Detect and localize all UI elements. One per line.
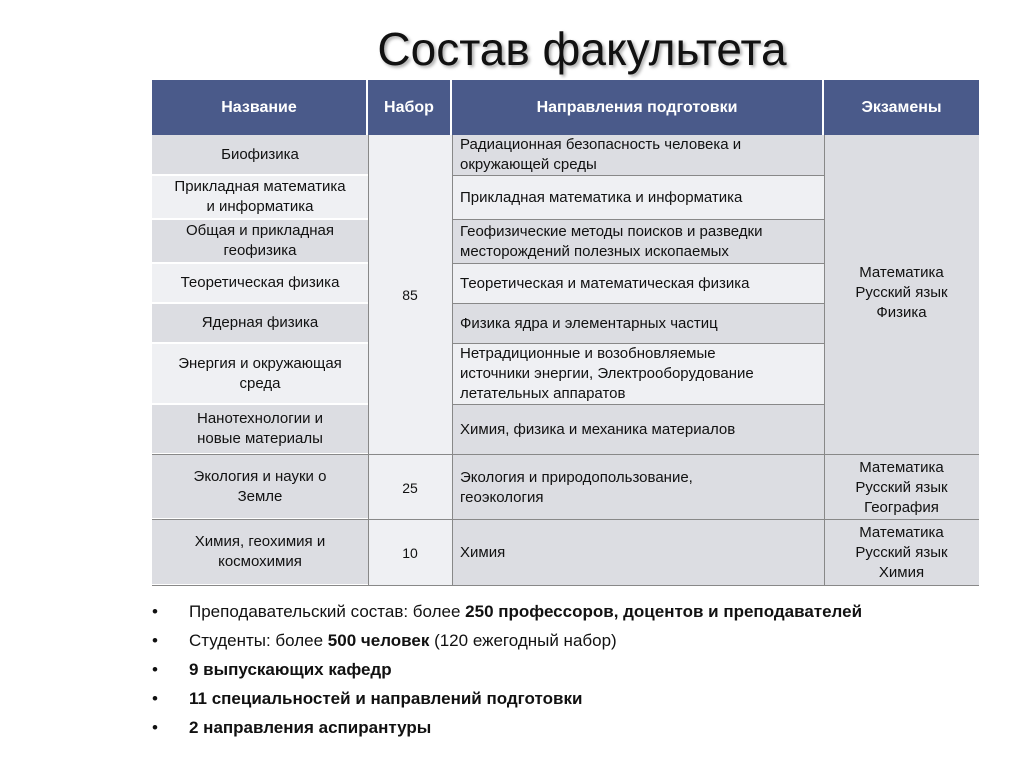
direction-cell (452, 135, 824, 176)
bullet-text: Преподавательский состав: более (189, 602, 466, 621)
cell-line: Ядерная физика (201, 314, 319, 331)
nabor-cell: 10 (368, 520, 452, 586)
cell-line: летательных аппаратов (460, 385, 626, 402)
nabor-cell: 25 (368, 455, 452, 520)
column-header: Набор (368, 80, 452, 135)
column-header: Название (152, 80, 368, 135)
cell-line: Химия, физика и механика материалов (460, 421, 736, 438)
name-cell (152, 220, 368, 264)
name-cell (152, 135, 368, 176)
cell-line: Энергия и окружающая (178, 354, 342, 372)
bullet-item (152, 713, 1012, 742)
cell-line: геофизика (223, 242, 297, 259)
column-separator (452, 135, 453, 586)
cell-line: Химия (878, 564, 925, 581)
nabor-cell: 85 (368, 135, 452, 455)
bullet-item (152, 684, 1012, 713)
cell-line: Биофизика (221, 145, 299, 163)
name-cell (152, 176, 368, 220)
cell-line: Экология и природопользование, (460, 468, 693, 486)
name-cell (152, 405, 368, 455)
cell-line: Теоретическая и математическая физика (460, 274, 750, 292)
name-cell (152, 344, 368, 405)
cell-line: Математика (859, 524, 944, 541)
column-header: Экзамены (824, 80, 979, 135)
exams-cell (824, 520, 979, 586)
bullet-item (152, 626, 1012, 655)
direction-cell (452, 405, 824, 455)
bullet-item (152, 655, 1012, 684)
cell-line: Русский язык (855, 284, 948, 301)
name-cell (152, 264, 368, 304)
cell-line: Математика (859, 458, 944, 476)
direction-cell (452, 304, 824, 344)
bullet-text: 11 специальностей и направлений подготовки (189, 689, 583, 708)
cell-line: Радиационная безопасность человека и (460, 136, 742, 153)
name-cell (152, 304, 368, 344)
column-separator (368, 135, 369, 586)
bullet-text: (120 ежегодный набор) (429, 631, 617, 650)
faculty-table (152, 80, 979, 588)
direction-cell (452, 344, 824, 405)
bullet-list (152, 597, 1012, 742)
cell-line: Русский язык (855, 544, 948, 561)
cell-line: окружающей среды (460, 156, 597, 173)
cell-line: среда (239, 374, 281, 392)
bullet-icon: • (152, 718, 158, 737)
bullet-text: 9 выпускающих кафедр (189, 660, 392, 679)
bullet-icon: • (152, 689, 158, 708)
cell-line: Прикладная математика (174, 178, 346, 195)
bullet-icon: • (152, 660, 158, 679)
cell-line: Физика (876, 304, 927, 321)
cell-line: источники энергии, Электрооборудование (460, 365, 754, 382)
bullet-item (152, 597, 1012, 626)
cell-line: месторождений полезных ископаемых (460, 242, 729, 260)
bullet-icon: • (152, 602, 158, 621)
bullet-text: 500 человек (327, 631, 430, 650)
column-separator (824, 135, 825, 586)
cell-line: Общая и прикладная (186, 222, 334, 239)
direction-cell (452, 220, 824, 264)
cell-line: Математика (859, 264, 944, 281)
cell-line: Экология и науки о (193, 467, 327, 485)
column-header: Направления подготовки (452, 80, 824, 135)
cell-line: Теоретическая физика (180, 274, 340, 291)
bullet-text: 250 профессоров, доцентов и преподавателей (465, 602, 863, 621)
exams-cell (824, 455, 979, 520)
direction-cell (452, 176, 824, 220)
cell-line: Прикладная математика и информатика (460, 188, 743, 206)
group-separator (152, 585, 979, 586)
direction-cell (452, 264, 824, 304)
exams-cell (824, 135, 979, 455)
direction-cell (452, 455, 824, 520)
cell-line: Русский язык (855, 478, 948, 496)
direction-cell (452, 520, 824, 586)
bullet-text: Студенты: более (189, 631, 328, 650)
cell-line: Земле (237, 487, 283, 505)
page-title: Состав факультета (377, 23, 787, 75)
cell-line: геоэкология (460, 488, 544, 506)
cell-line: География (864, 498, 939, 516)
cell-line: Физика ядра и элементарных частиц (460, 314, 718, 332)
cell-line: и информатика (206, 198, 314, 215)
cell-line: Геофизические методы поисков и разведки (460, 222, 763, 240)
cell-line: Нетрадиционные и возобновляемые (460, 345, 716, 362)
cell-line: Нанотехнологии и (196, 410, 324, 427)
cell-line: космохимия (218, 553, 302, 570)
name-cell (152, 520, 368, 586)
bullet-icon: • (152, 631, 158, 650)
bullet-text: 2 направления аспирантуры (189, 718, 432, 737)
cell-line: Химия (460, 544, 506, 561)
cell-line: Химия, геохимия и (194, 533, 326, 550)
name-cell (152, 455, 368, 520)
cell-line: новые материалы (197, 430, 323, 447)
